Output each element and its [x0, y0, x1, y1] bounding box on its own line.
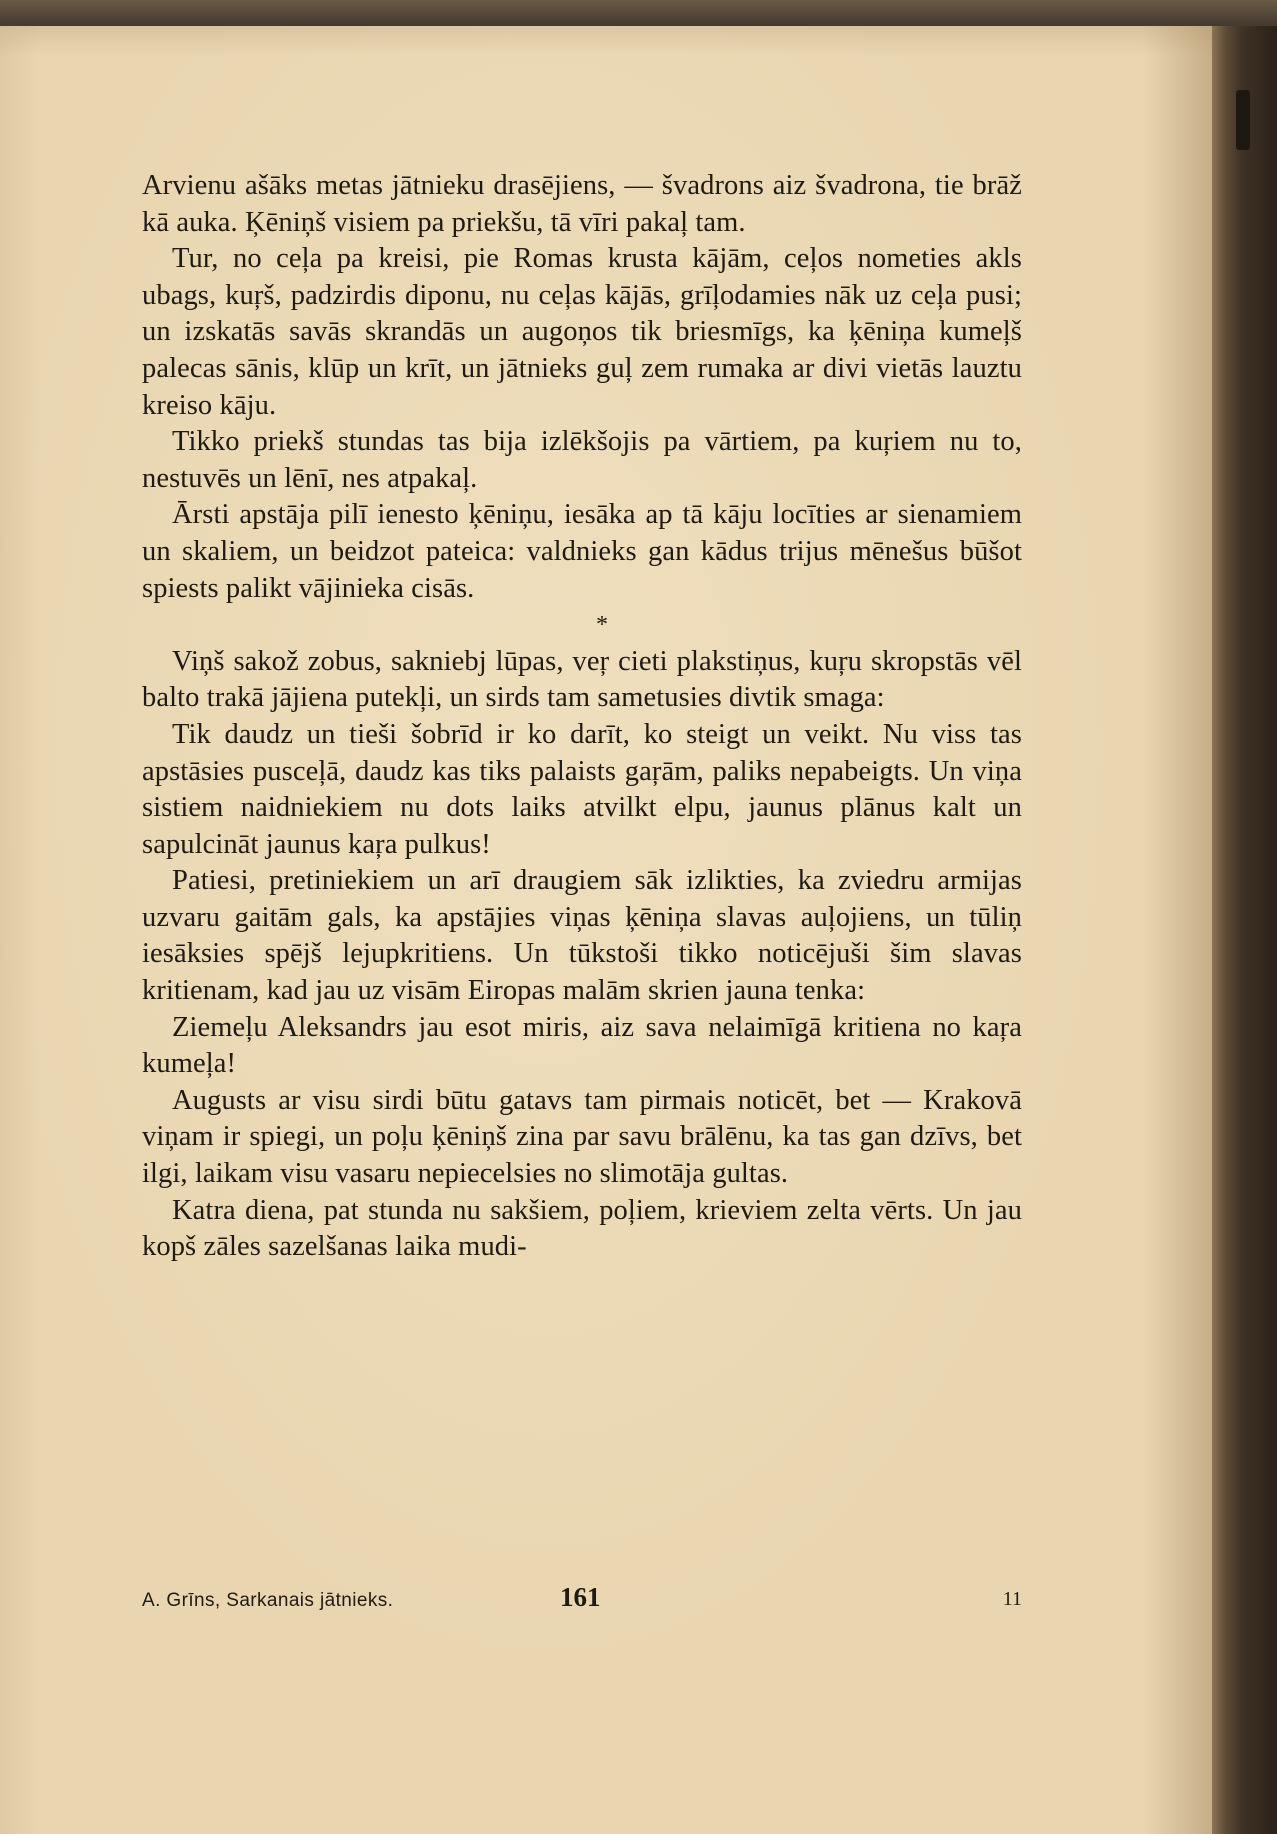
paragraph: Tur, no ceļa pa kreisi, pie Romas krusta kājām, ceļos nometies akls ubags, kuŗš, padzirdis diponu, nu ceļas kājās, grīļodamies nāk uz ceļa pusi; un izskatās savās skrandās un augoņos tik briesmīgs, ka ķēniņa kumeļš palecas sānis, klūp un krīt, un jātnieks guļ zem rumaka ar divi vietās lauztu kreiso kāju.	[142, 243, 1022, 421]
paragraph: Augusts ar visu sirdi būtu gatavs tam pirmais noticēt, bet — Krakovā viņam ir spiegi, un poļu ķēniņš zina par savu brālēnu, ka tas gan dzīvs, bet ilgi, laikam visu vasaru nepiecelsies no slimotāja gultas.	[142, 1084, 1022, 1190]
paragraph: Ārsti apstāja pilī ienesto ķēniņu, iesāka ap tā kāju locīties ar sienamiem un skaliem, un beidzot pateica: valdnieks gan kādus trijus mēnešus būšot spiests palikt vājinieka cisās.	[142, 499, 1022, 604]
book-spine	[1212, 26, 1277, 1834]
signature-mark: 11	[1002, 1588, 1022, 1610]
paragraph: Ziemeļu Aleksandrs jau esot miris, aiz sava nelaimīgā kritiena no kaŗa kumeļa!	[142, 1011, 1022, 1080]
paragraph: Tik daudz un tieši šobrīd ir ko darīt, ko steigt un veikt. Nu viss tas apstāsies pusceļā, daudz kas tiks palaists gaŗām, paliks nepabeigts. Un viņa sistiem naidniekiem nu dots laiks atvilkt elpu, jaunus plānus kalt un sapulcināt jaunus kaŗa pulkus!	[142, 718, 1022, 860]
binding-mark	[1236, 90, 1250, 150]
paragraph: Tikko priekš stundas tas bija izlēkšojis pa vārtiem, pa kuŗiem nu to, nestuvēs un lēnī, nes atpakaļ.	[142, 426, 1022, 494]
paragraph: Arvienu ašāks metas jātnieku drasējiens, — švadrons aiz švadrona, tie brāž kā auka. Ķēniņš visiem pa priekšu, tā vīri pakaļ tam.	[142, 170, 1022, 238]
page-number: 161	[560, 1582, 601, 1612]
paragraph: Katra diena, pat stunda nu sakšiem, poļiem, krieviem zelta vērts. Un jau kopš zāles sazelšanas laika mudi-	[142, 1194, 1022, 1263]
section-separator: *	[595, 612, 609, 639]
page-footer	[142, 1582, 1022, 1622]
paragraph: Viņš sakož zobus, sakniebj lūpas, veŗ cieti plakstiņus, kuŗu skropstās vēl balto trakā jājiena putekļi, un sirds tam sametusies divtik smaga:	[142, 645, 1022, 714]
book-signature: A. Grīns, Sarkanais jātnieks.	[142, 1590, 394, 1611]
paragraph: Patiesi, pretiniekiem un arī draugiem sāk izlikties, ka zviedru armijas uzvaru gaitām gals, ka apstājies viņas ķēniņa slavas auļojiens, un tūliņ iesāksies spējš lejupkritiens. Un tūkstoši tikko noticējuši šim slavas kritienam, kad jau uz visām Eiropas malām skrien jauna tenka:	[142, 865, 1022, 1007]
body-text	[142, 168, 1022, 1266]
